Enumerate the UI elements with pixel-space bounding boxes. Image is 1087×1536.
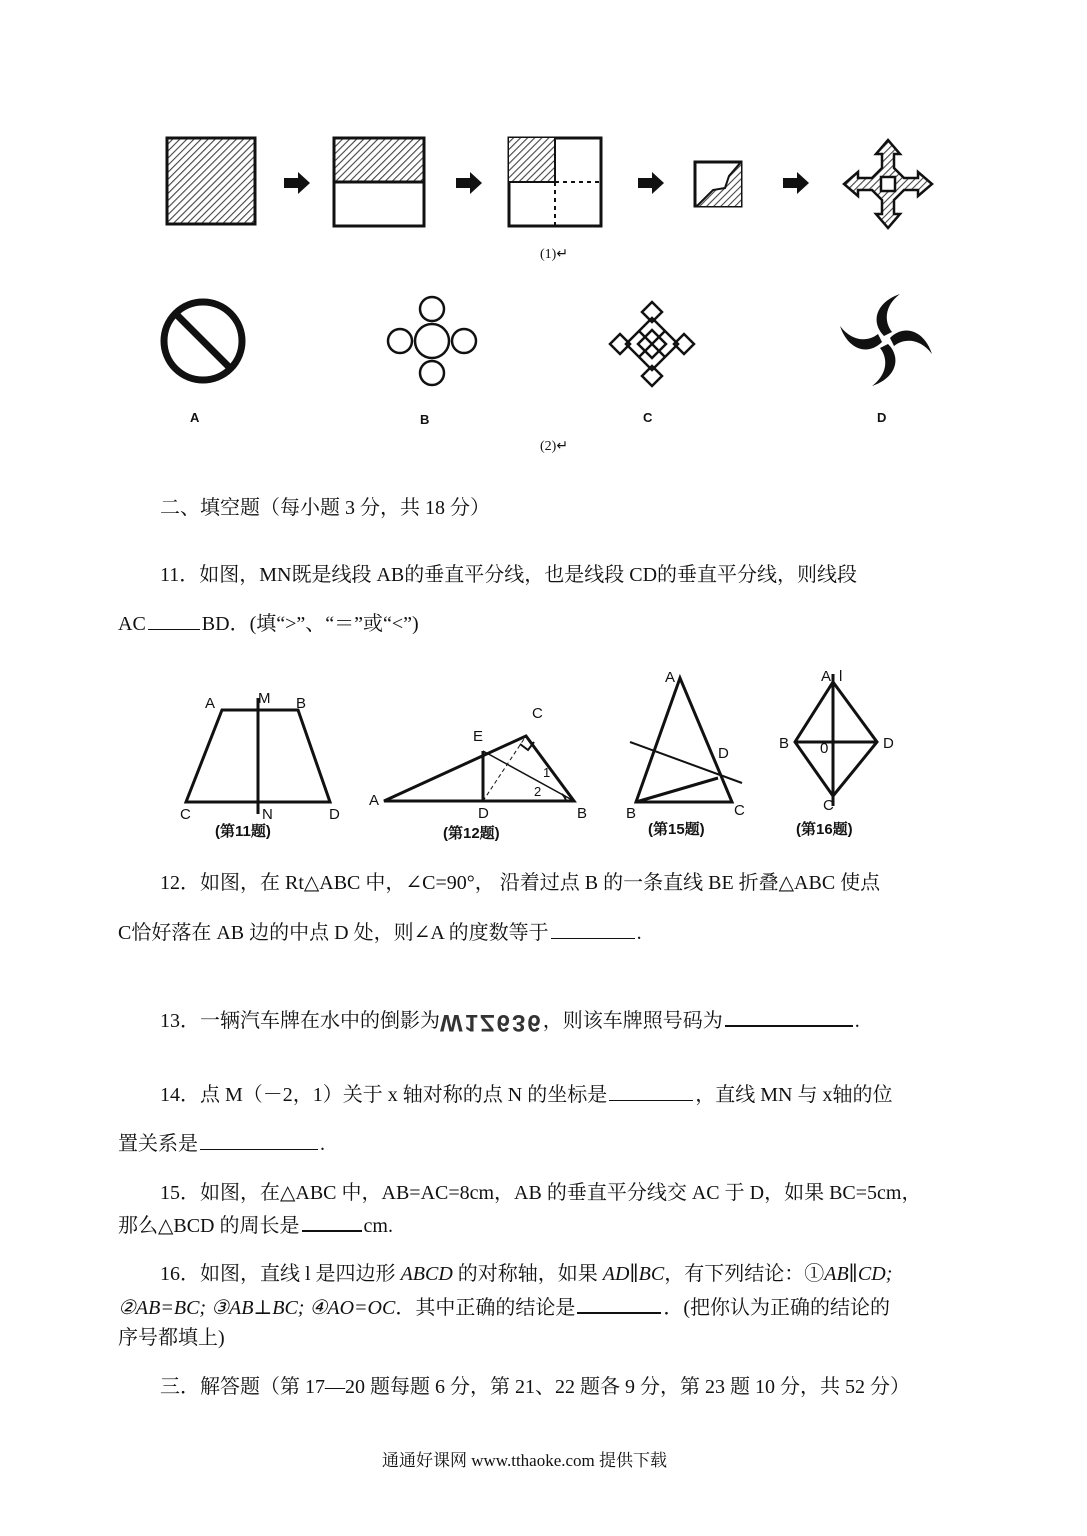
figure-2-caption: (2)↵ bbox=[540, 439, 569, 454]
q16-line-2 bbox=[118, 1292, 890, 1322]
q11-line-1: 11．如图，MN既是线段 AB的垂直平分线，也是线段 CD的垂直平分线，则线段 bbox=[160, 564, 858, 586]
fig12-label-c: C bbox=[532, 705, 543, 722]
option-d-swirl-icon bbox=[840, 294, 932, 386]
q16-line-1c: ，有下列结论：① bbox=[664, 1263, 825, 1285]
q16-line-1a: 16．如图，直线 l 是四边形 bbox=[160, 1263, 396, 1285]
fig16-kite bbox=[795, 674, 877, 806]
q12-line-2-text: C恰好落在 AB 边的中点 D 处，则∠A 的度数等于 bbox=[118, 922, 549, 944]
fig12-label-d: D bbox=[478, 805, 489, 822]
fig11-caption: (第11题) bbox=[215, 823, 271, 840]
q16-line-1 bbox=[160, 1260, 892, 1288]
q14-line-1b: ，直线 MN 与 x轴的位 bbox=[695, 1084, 893, 1106]
fig12-caption: (第12题) bbox=[443, 825, 500, 842]
q12-line-1: 12．如图，在 Rt△ABC 中，∠C=90°， 沿着过点 B 的一条直线 BE 折叠△ABC 使点 bbox=[160, 872, 881, 894]
q12-answer-blank[interactable] bbox=[551, 918, 635, 939]
q14-end: . bbox=[320, 1133, 325, 1155]
q14-line-1 bbox=[160, 1080, 892, 1109]
fig16-caption: (第16题) bbox=[796, 821, 853, 838]
option-d-label: D bbox=[877, 410, 887, 425]
q16-line-3: 序号都填上) bbox=[118, 1327, 225, 1349]
option-a-label: A bbox=[190, 410, 200, 425]
fig16-label-a: A bbox=[821, 668, 832, 685]
fig15-label-b: B bbox=[626, 805, 637, 822]
q15-line-2-text: 那么△BCD 的周长是 bbox=[118, 1215, 300, 1237]
q16-conclusion-1: AB∥CD; bbox=[824, 1263, 893, 1285]
fig12-label-a: A bbox=[369, 792, 380, 809]
fig15-label-d: D bbox=[718, 745, 729, 762]
q16-line-2c: ．(把你认为正确的结论的 bbox=[663, 1297, 891, 1319]
q13-suffix: ，则该车牌照号码为 bbox=[542, 1010, 723, 1032]
q13-answer-blank[interactable] bbox=[725, 1005, 853, 1027]
q16-abcd: ABCD bbox=[400, 1263, 453, 1285]
cut-star-pattern bbox=[844, 140, 932, 228]
fig11-label-c: C bbox=[180, 806, 191, 823]
q13-mirrored-plate: W1Z636 bbox=[440, 1009, 543, 1037]
fig11-label-n: N bbox=[262, 806, 273, 823]
q13-prefix: 13．一辆汽车牌在水中的倒影为 bbox=[160, 1010, 440, 1032]
fig15-triangle bbox=[630, 678, 742, 802]
q14-line-2 bbox=[118, 1129, 325, 1158]
option-a-prohibition-icon bbox=[164, 302, 242, 380]
fig11-label-a: A bbox=[205, 695, 216, 712]
fig11-label-b: B bbox=[296, 695, 307, 712]
q16-line-2b: ．其中正确的结论是 bbox=[395, 1297, 576, 1319]
q11-ac: AC bbox=[118, 613, 146, 635]
q13-line bbox=[160, 1005, 860, 1036]
fig11-label-m: M bbox=[258, 690, 271, 707]
fig11-label-d: D bbox=[329, 806, 340, 823]
fig12-label-e: E bbox=[473, 728, 484, 745]
q11-bd: BD．(填“>”、“＝”或“<”) bbox=[201, 613, 419, 635]
section-2-heading: 二、填空题（每小题 3 分，共 18 分） bbox=[160, 497, 490, 519]
arrow-right-icon bbox=[783, 172, 809, 194]
q16-line-1b: 的对称轴，如果 bbox=[457, 1263, 598, 1285]
option-b-circles-icon bbox=[388, 297, 476, 385]
q14-answer-blank-2[interactable] bbox=[200, 1129, 318, 1150]
q14-line-2-text: 置关系是 bbox=[118, 1133, 198, 1155]
fig11-trapezoid bbox=[186, 698, 330, 814]
q16-answer-blank[interactable] bbox=[577, 1292, 661, 1314]
option-c-label: C bbox=[643, 410, 653, 425]
fig15-label-c: C bbox=[734, 802, 745, 819]
q11-answer-blank[interactable] bbox=[148, 609, 200, 630]
fig12-label-b: B bbox=[577, 805, 588, 822]
arrow-right-icon bbox=[456, 172, 482, 194]
fig12-label-1: 1 bbox=[543, 765, 551, 780]
geometry-figures-row bbox=[0, 660, 1087, 860]
q16-adbc: AD∥BC bbox=[602, 1263, 665, 1285]
q14-line-1a: 14．点 M（－2，1）关于 x 轴对称的点 N 的坐标是 bbox=[160, 1084, 608, 1106]
q15-line-2 bbox=[118, 1210, 393, 1240]
option-c-knot-icon bbox=[610, 302, 694, 386]
q14-answer-blank-1[interactable] bbox=[609, 1080, 693, 1101]
q15-unit: cm. bbox=[363, 1215, 393, 1237]
fig16-label-l: l bbox=[839, 668, 843, 685]
page-footer: 通通好课网 www.tthaoke.com 提供下载 bbox=[382, 1451, 668, 1470]
fig15-caption: (第15题) bbox=[648, 821, 705, 838]
fig16-label-o: 0 bbox=[820, 740, 829, 757]
folding-step-1-square bbox=[167, 138, 255, 224]
folding-sequence-figure bbox=[0, 0, 1087, 240]
figure-1-caption: (1)↵ bbox=[540, 247, 569, 262]
section-3-heading: 三．解答题（第 17—20 题每题 6 分，第 21、22 题各 9 分，第 23 题 10 分，共 52 分） bbox=[160, 1376, 910, 1398]
q15-line-1: 15．如图，在△ABC 中，AB=AC=8cm，AB 的垂直平分线交 AC 于 D，如果 BC=5cm， bbox=[160, 1182, 922, 1204]
fig16-label-b: B bbox=[779, 735, 790, 752]
q13-end: . bbox=[854, 1010, 860, 1032]
q15-answer-blank[interactable] bbox=[302, 1210, 362, 1232]
q11-line-2 bbox=[118, 609, 419, 638]
option-b-label: B bbox=[420, 412, 430, 427]
q12-end: . bbox=[636, 922, 642, 944]
q16-conclusions-2-4: ②AB=BC; ③AB⊥BC; ④AO=OC bbox=[118, 1297, 396, 1319]
arrow-right-icon bbox=[284, 172, 310, 194]
fig12-label-2: 2 bbox=[534, 784, 542, 799]
q12-line-2 bbox=[118, 918, 642, 947]
fig16-label-d: D bbox=[883, 735, 894, 752]
fig15-label-a: A bbox=[665, 669, 676, 686]
fig16-label-c: C bbox=[823, 797, 834, 814]
arrow-right-icon bbox=[638, 172, 664, 194]
